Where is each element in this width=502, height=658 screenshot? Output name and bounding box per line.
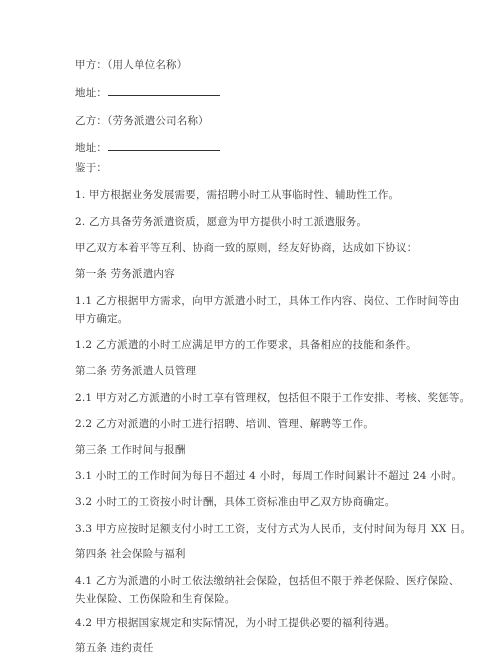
clause-3-2: 3.2 小时工的工资按小时计酬，具体工资标准由甲乙双方协商确定。	[75, 496, 396, 508]
recital-1: 1. 甲方根据业务发展需要，需招聘小时工从事临时性、辅助性工作。	[75, 189, 400, 201]
recital-2: 2. 乙方具备劳务派遣资质，愿意为甲方提供小时工派遣服务。	[75, 216, 368, 228]
whereas-heading: 鉴于：	[75, 162, 108, 174]
address-a-line	[75, 83, 470, 103]
clause-3-3: 3.3 甲方应按时足额支付小时工工资，支付方式为人民币，支付时间为每月 XX 日。	[75, 523, 472, 535]
clause-4-2: 4.2 甲方根据国家规定和实际情况，为小时工提供必要的福利待遇。	[75, 617, 396, 629]
clause-2-2: 2.2 乙方对派遣的小时工进行招聘、培训、管理、解聘等工作。	[75, 418, 375, 430]
agreement-intro: 甲乙双方本着平等互利、协商一致的原则，经友好协商，达成如下协议：	[75, 242, 418, 254]
address-a-blank	[108, 83, 220, 96]
address-a-label: 地址：	[75, 87, 108, 99]
article-4-title: 第四条 社会保险与福利	[75, 548, 186, 560]
party-b-line: 乙方：（劳务派遣公司名称）	[75, 115, 209, 127]
article-1-title: 第一条 劳务派遣内容	[75, 268, 175, 280]
party-a-line: 甲方：（用人单位名称）	[75, 59, 188, 71]
clause-4-1-line-1: 4.1 乙方为派遣的小时工依法缴纳社会保险，包括但不限于养老保险、医疗保险、	[75, 575, 460, 587]
clause-4-1-line-2: 失业保险、工伤保险和生育保险。	[75, 593, 236, 605]
clause-1-2: 1.2 乙方派遣的小时工应满足甲方的工作要求，具备相应的技能和条件。	[75, 339, 417, 351]
address-b-line	[75, 138, 470, 158]
clause-1-1-line-2: 甲方确定。	[75, 313, 129, 325]
address-b-label: 地址：	[75, 142, 108, 154]
article-2-title: 第二条 劳务派遣人员管理	[75, 365, 197, 377]
address-b-blank	[108, 138, 220, 151]
article-5-title: 第五条 违约责任	[75, 642, 154, 654]
clause-2-1: 2.1 甲方对乙方派遣的小时工享有管理权，包括但不限于工作安排、考核、奖惩等。	[75, 392, 471, 404]
clause-3-1: 3.1 小时工的工作时间为每日不超过 4 小时，每周工作时间累计不超过 24 小时。	[75, 470, 463, 482]
clause-1-1-line-1: 1.1 乙方根据甲方需求，向甲方派遣小时工，具体工作内容、岗位、工作时间等由	[75, 295, 460, 307]
article-3-title: 第三条 工作时间与报酬	[75, 444, 186, 456]
